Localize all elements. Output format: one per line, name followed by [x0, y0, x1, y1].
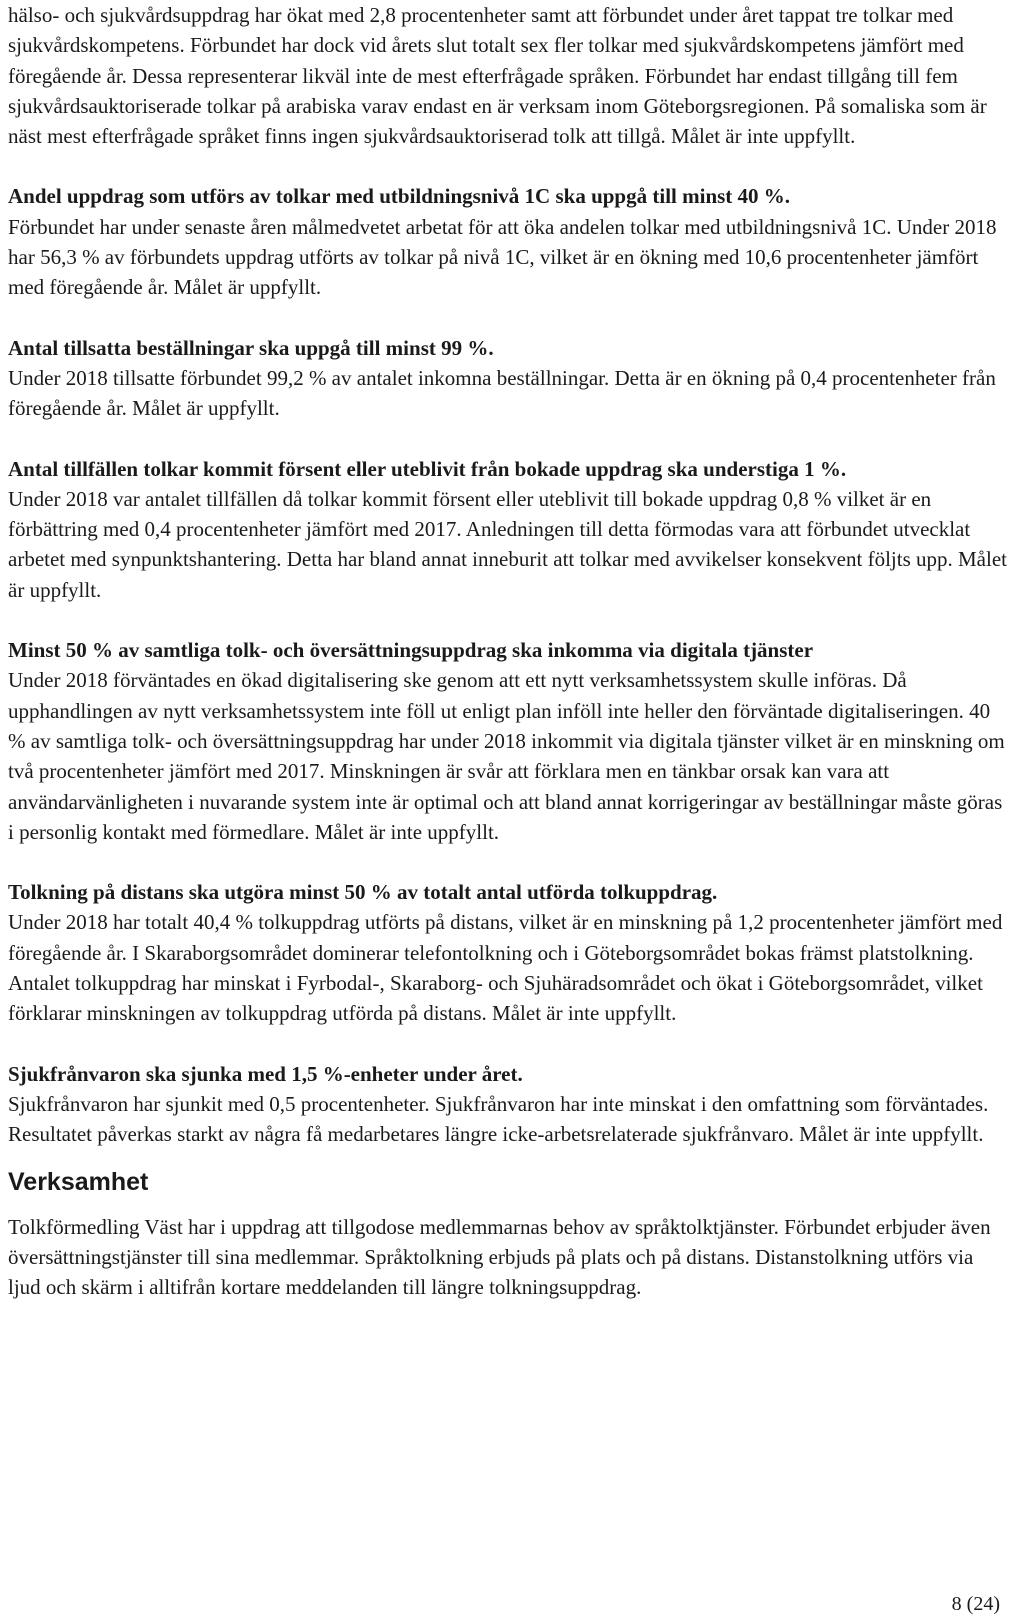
- goal-heading: Tolkning på distans ska utgöra minst 50 % av totalt antal utförda tolkuppdrag.: [8, 880, 718, 905]
- goal-body: Under 2018 tillsatte förbundet 99,2 % av antalet inkomna beställningar. Detta är en ökning på 0,4 procentenheter från föregående år. Målet är uppfyllt.: [8, 365, 996, 421]
- goal-heading: Andel uppdrag som utförs av tolkar med utbildningsnivå 1C ska uppgå till minst 40 %.: [8, 184, 791, 209]
- goal-body: Under 2018 förväntades en ökad digitalisering ske genom att ett nytt verksamhetssystem skulle införas. Då upphandlingen av nytt verksamhetssystem inte föll ut enligt plan inföll inte heller den förväntade digitaliseringen. 40 % av samtliga tolk- och översättningsuppdrag har under 2018 inkommit via digitala tjänster vilket är en minskning om två procentenheter jämfört med 2017. Minskningen är svår att förklara men en tänkbar orsak kan vara att användarvänligheten i nuvarande system inte är optimal och att bland annat korrigeringar av beställningar måste göras i personlig kontakt med förmedlare. Målet är inte uppfyllt.: [8, 668, 1005, 844]
- goal-remote-interpreting: [8, 877, 1008, 1028]
- page-number: 8 (24): [951, 1593, 1000, 1615]
- goal-late-or-absent: [8, 454, 1008, 605]
- goal-heading: Sjukfrånvaron ska sjunka med 1,5 %-enheter under året.: [8, 1061, 523, 1086]
- goal-heading: Antal tillfällen tolkar kommit försent eller uteblivit från bokade uppdrag ska understiga 1 %.: [8, 456, 847, 481]
- goal-body: Under 2018 har totalt 40,4 % tolkuppdrag utförts på distans, vilket är en minskning på 1,2 procentenheter jämfört med föregående år. I Skaraborgsområdet dominerar telefontolkning och i Göteborgsområdet bokas främst platstolkning. Antalet tolkuppdrag har minskat i Fyrbodal-, Skaraborg- och Sjuhäradsområdet och ökat i Göteborgsområdet, vilket förklarar minskningen av tolkuppdrag utförda på distans. Målet är inte uppfyllt.: [8, 910, 1003, 1026]
- goal-heading: Minst 50 % av samtliga tolk- och översättningsuppdrag ska inkomma via digitala tjänster: [8, 638, 814, 663]
- intro-paragraph: hälso- och sjukvårdsuppdrag har ökat med 2,8 procentenheter samt att förbundet under året tappat tre tolkar med sjukvårdskompetens. Förbundet har dock vid årets slut totalt sex fler tolkar med sjukvårdskompetens jämfört med föregående år. Dessa representerar likväl inte de mest efterfrågade språken. Förbundet har endast tillgång till fem sjukvårdsauktoriserade tolkar på arabiska varav endast en är verksam inom Göteborgsregionen. På somaliska som är näst mest efterfrågade språket finns ingen sjukvårdsauktoriserad tolk att tillgå. Målet är inte uppfyllt.: [8, 3, 987, 149]
- goal-filled-orders: [8, 333, 1008, 424]
- goal-body: Under 2018 var antalet tillfällen då tolkar kommit försent eller uteblivit till bokade uppdrag 0,8 % vilket är en förbättring med 0,4 procentenheter jämfört med 2017. Anledningen till detta förmodas vara att förbundet utvecklat arbetet med synpunktshantering. Detta har bland annat inneburit att tolkar med avvikelser konsekvent följts upp. Målet är uppfyllt.: [8, 486, 1007, 602]
- goal-1c-level: [8, 181, 1008, 302]
- section-body: Tolkförmedling Väst har i uppdrag att tillgodose medlemmarnas behov av språktolktjänster. Förbundet erbjuder även översättningstjänster till sina medlemmar. Språktolkning erbjuds på plats och på distans. Distanstolkning utförs via ljud och skärm i alltifrån kortare meddelanden till längre tolkningsuppdrag.: [8, 1214, 991, 1300]
- goal-sick-leave: [8, 1059, 1008, 1150]
- goal-body: Sjukfrånvaron har sjunkit med 0,5 procentenheter. Sjukfrånvaron har inte minskat i den omfattning som förväntades. Resultatet påverkas starkt av några få medarbetares längre icke-arbetsrelaterade sjukfrånvaro. Målet är inte uppfyllt.: [8, 1091, 989, 1147]
- verksamhet-section: [8, 1164, 1008, 1303]
- document-page: [8, 0, 1008, 1302]
- goal-digital-services: [8, 635, 1008, 847]
- goal-heading: Antal tillsatta beställningar ska uppgå till minst 99 %.: [8, 335, 494, 360]
- goal-body: Förbundet har under senaste åren målmedvetet arbetat för att öka andelen tolkar med utbildningsnivå 1C. Under 2018 har 56,3 % av förbundets uppdrag utförts av tolkar på nivå 1C, vilket är en ökning med 10,6 procentenheter jämfört med föregående år. Målet är uppfyllt.: [8, 214, 997, 300]
- section-title: Verksamhet: [8, 1167, 149, 1196]
